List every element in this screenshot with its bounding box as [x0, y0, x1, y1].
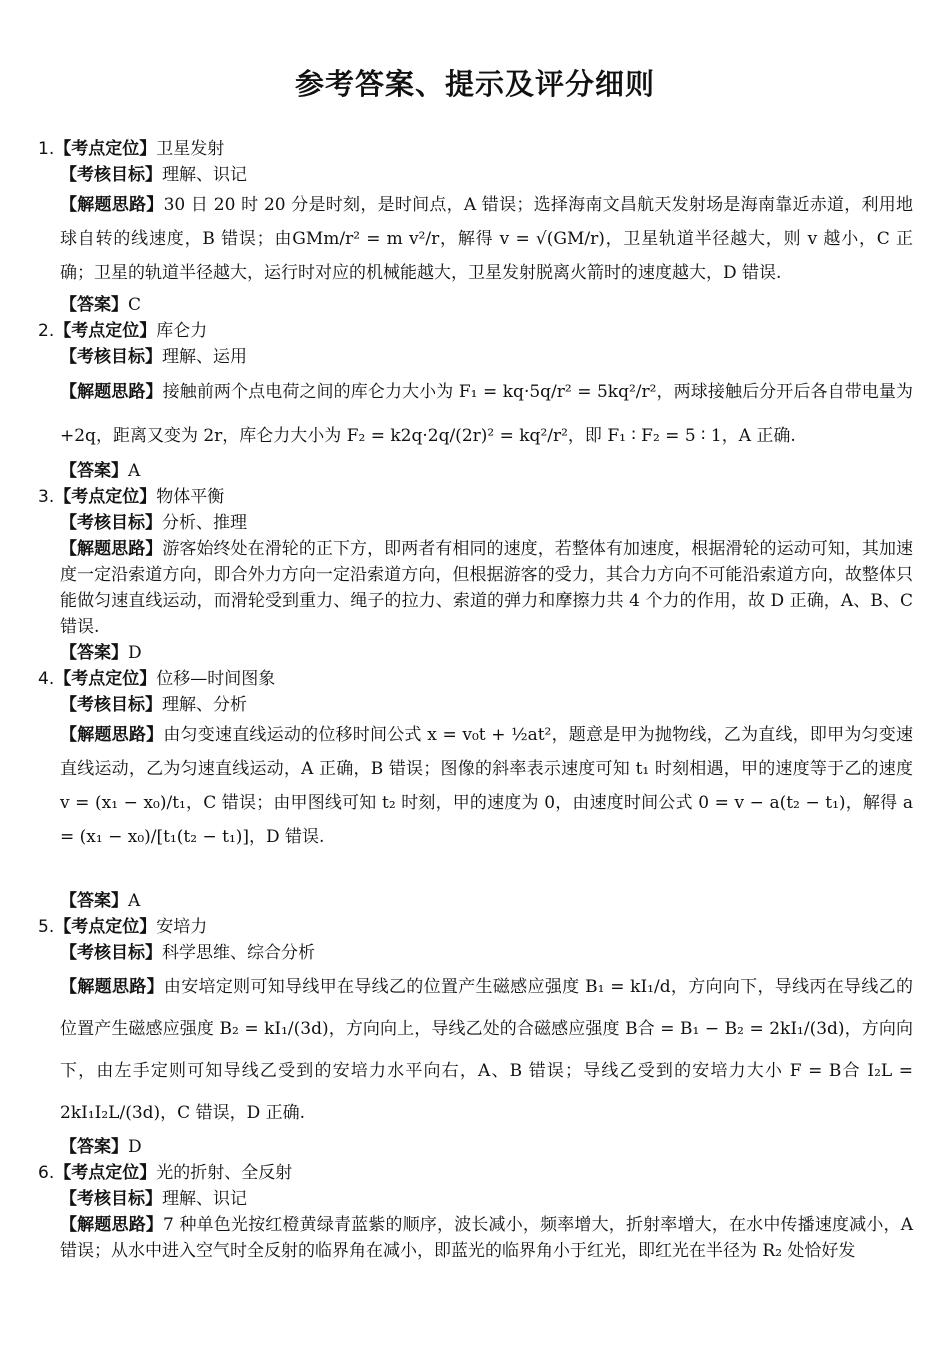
- answer-text: A: [128, 461, 141, 481]
- goal-label: 【考核目标】: [60, 695, 162, 715]
- answer-label: 【答案】: [60, 1137, 128, 1157]
- point-label: 【考点定位】: [54, 139, 157, 159]
- question-number: 1.: [38, 139, 55, 159]
- point-text: 库仑力: [156, 321, 208, 341]
- goal-label: 【考核目标】: [60, 513, 162, 533]
- solution-label: 【解题思路】: [60, 539, 163, 559]
- goal-label: 【考核目标】: [60, 165, 162, 185]
- goal-text: 理解、识记: [162, 1189, 247, 1209]
- answer-label: 【答案】: [60, 643, 128, 663]
- answer-text: D: [128, 643, 142, 663]
- question-6: [38, 1160, 913, 1264]
- goal-text: 科学思维、综合分析: [162, 943, 315, 963]
- goal-text: 理解、分析: [162, 695, 247, 715]
- solution-text: 游客始终处在滑轮的正下方，即两者有相同的速度，若整体有加速度，根据滑轮的运动可知，其加速度一定沿索道方向，即合外力方向一定沿索道方向，但根据游客的受力，其合力方向不可能沿索道方向，故整体只能做匀速直线运动，而滑轮受到重力、绳子的拉力、索道的弹力和摩擦力共 4 个力的作用，故 D 正确，A、B、C 错误.: [60, 539, 914, 637]
- question-1: [38, 136, 913, 318]
- question-4: [38, 666, 913, 914]
- solution-label: 【解题思路】: [60, 1215, 164, 1235]
- solution-text: 接触前两个点电荷之间的库仑力大小为 F₁ = kq·5q/r² = 5kq²/r²，两球接触后分开后各自带电量为 +2q，距离又变为 2r，库仑力大小为 F₂ = k2q·2q/(2r)² = kq²/r²，即 F₁ ∶ F₂ = 5 ∶ 1，A 正确.: [60, 382, 913, 446]
- solution-label: 【解题思路】: [60, 382, 163, 402]
- question-5: [38, 914, 913, 1160]
- goal-text: 分析、推理: [162, 513, 247, 533]
- question-number: 5.: [38, 917, 55, 937]
- question-number: 6.: [38, 1163, 55, 1183]
- page-title: 参考答案、提示及评分细则: [294, 67, 655, 101]
- solution-text: 由安培定则可知导线甲在导线乙的位置产生磁感应强度 B₁ = kI₁/d，方向向下，导线丙在导线乙的位置产生磁感应强度 B₂ = kI₁/(3d)，方向向上，导线乙处的合磁感应强度 B合 = B₁ − B₂ = 2kI₁/(3d)，方向向下，由左手定则可知导线乙受到的安培力水平向右，A、B 错误；导线乙受到的安培力大小 F = B合 I₂L = 2kI₁I₂L/(3d)，C 错误，D 正确.: [60, 977, 914, 1123]
- question-2: [38, 318, 913, 484]
- answer-text: C: [128, 295, 142, 315]
- answer-content: [38, 136, 913, 1264]
- answer-text: D: [128, 1137, 142, 1157]
- point-text: 位移—时间图象: [156, 669, 276, 689]
- point-label: 【考点定位】: [54, 917, 157, 937]
- point-label: 【考点定位】: [54, 669, 157, 689]
- solution-label: 【解题思路】: [60, 195, 164, 215]
- solution-text: 7 种单色光按红橙黄绿青蓝紫的顺序，波长减小，频率增大，折射率增大，在水中传播速度减小，A 错误；从水中进入空气时全反射的临界角在减小，即蓝光的临界角小于红光，即红光在半径为 R₂ 处恰好发: [60, 1215, 914, 1261]
- answer-text: A: [128, 891, 141, 911]
- solution-text: 30 日 20 时 20 分是时刻，是时间点，A 错误；选择海南文昌航天发射场是海南靠近赤道，利用地球自转的线速度，B 错误；由GMm/r² = m v²/r，解得 v = √(GM/r)，卫星轨道半径越大，则 v 越小，C 正确；卫星的轨道半径越大，运行时对应的机械能越大，卫星发射脱离火箭时的速度越大，D 错误.: [60, 195, 914, 283]
- answer-label: 【答案】: [60, 891, 128, 911]
- goal-label: 【考核目标】: [60, 1189, 162, 1209]
- answer-label: 【答案】: [60, 461, 128, 481]
- solution-label: 【解题思路】: [60, 977, 164, 997]
- goal-label: 【考核目标】: [60, 943, 162, 963]
- answer-label: 【答案】: [60, 295, 128, 315]
- goal-text: 理解、识记: [162, 165, 247, 185]
- point-text: 安培力: [156, 917, 208, 937]
- question-number: 4.: [38, 669, 55, 689]
- question-number: 3.: [38, 487, 55, 507]
- point-label: 【考点定位】: [54, 487, 157, 507]
- question-number: 2.: [38, 321, 55, 341]
- point-text: 物体平衡: [156, 487, 225, 507]
- goal-label: 【考核目标】: [60, 347, 162, 367]
- solution-label: 【解题思路】: [60, 725, 164, 745]
- question-3: [38, 484, 913, 666]
- point-text: 光的折射、全反射: [156, 1163, 293, 1183]
- solution-text: 由匀变速直线运动的位移时间公式 x = v₀t + ½at²，题意是甲为抛物线，乙为直线，即甲为匀变速直线运动，乙为匀速直线运动，A 正确，B 错误；图像的斜率表示速度可知 t₁ 时刻相遇，甲的速度等于乙的速度 v = (x₁ − x₀)/t₁，C 错误；由甲图线可知 t₂ 时刻，甲的速度为 0，由速度时间公式 0 = v − a(t₂ − t₁)，解得 a = (x₁ − x₀)/[t₁(t₂ − t₁)]，D 错误.: [60, 725, 913, 847]
- point-text: 卫星发射: [156, 139, 225, 159]
- point-label: 【考点定位】: [54, 321, 157, 341]
- point-label: 【考点定位】: [54, 1163, 157, 1183]
- goal-text: 理解、运用: [162, 347, 247, 367]
